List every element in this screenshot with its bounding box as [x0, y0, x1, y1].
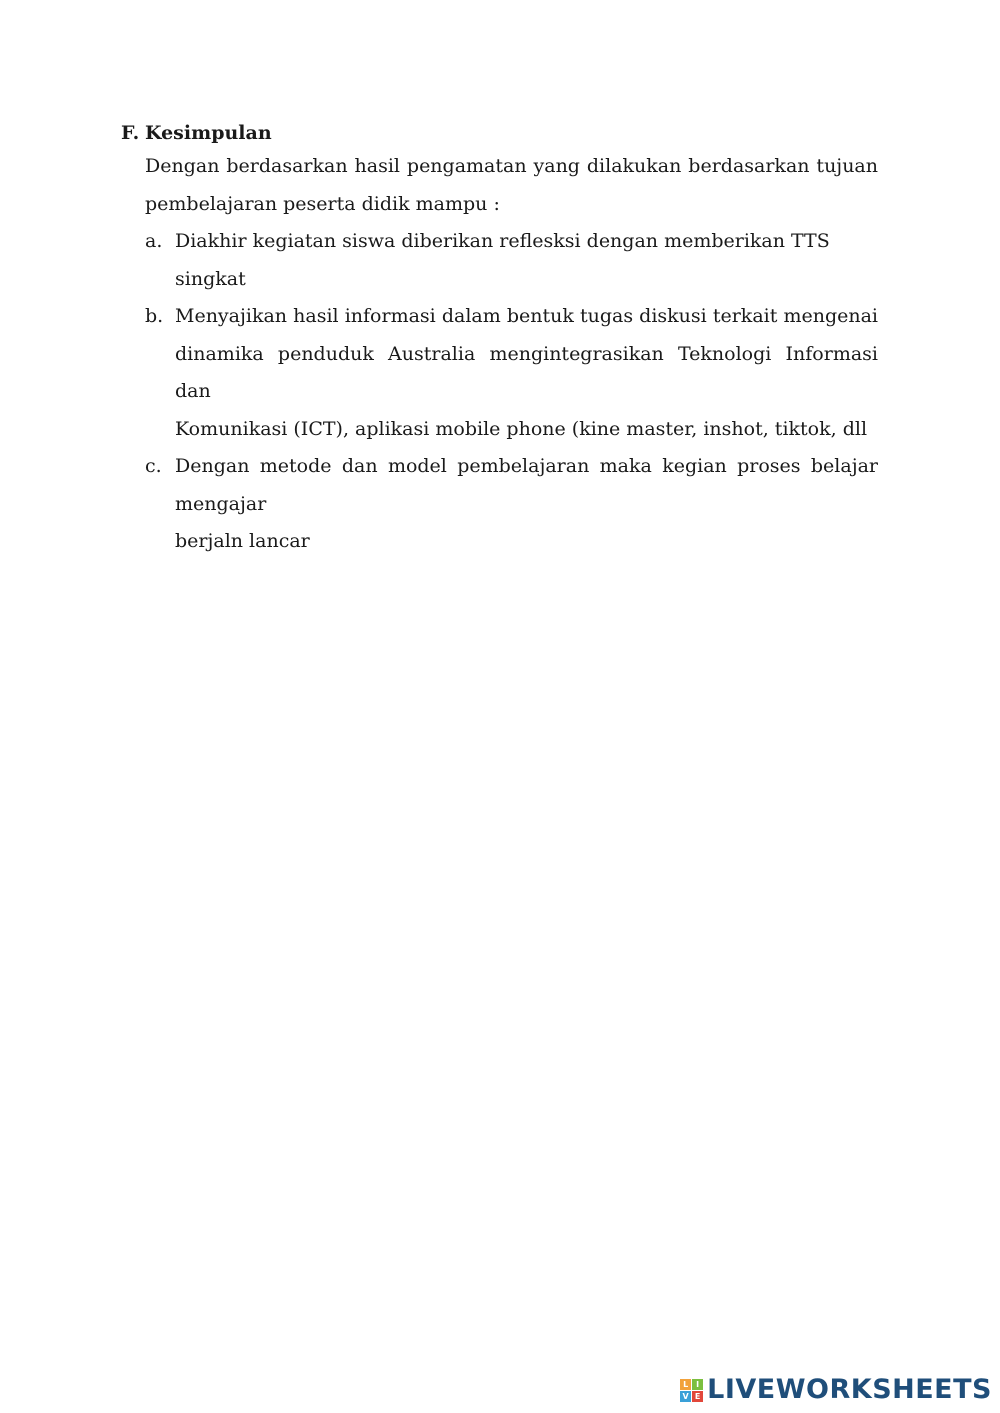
conclusion-list [145, 223, 878, 561]
list-item [145, 448, 878, 561]
conclusion-section [121, 118, 878, 561]
list-item-line: Menyajikan hasil informasi dalam bentuk tugas diskusi terkait mengenai [175, 305, 878, 327]
list-item-letter: a. [145, 230, 163, 252]
section-marker: F. [121, 122, 140, 144]
liveworksheets-logo [680, 1373, 992, 1407]
logo-cell: E [692, 1391, 703, 1402]
list-item-line: berjaln lancar [175, 530, 310, 552]
list-item-text [175, 448, 878, 561]
intro-paragraph [145, 148, 878, 223]
list-item-text [175, 223, 878, 298]
logo-text: LIVEWORKSHEETS [707, 1374, 992, 1405]
list-item-line: dinamika penduduk Australia mengintegrasikan Teknologi Informasi dan [175, 342, 878, 402]
list-item-line: Dengan metode dan model pembelajaran maka kegian proses belajar mengajar [175, 455, 878, 515]
list-item-letter: b. [145, 305, 164, 327]
logo-cell: V [680, 1391, 691, 1402]
section-title: Kesimpulan [145, 122, 272, 144]
intro-line: Dengan berdasarkan hasil pengamatan yang dilakukan berdasarkan tujuan [145, 155, 878, 177]
list-item-line: Diakhir kegiatan siswa diberikan reflesksi dengan memberikan TTS singkat [175, 230, 830, 290]
logo-cell: L [680, 1379, 691, 1390]
list-item [145, 298, 878, 448]
list-item-line: Komunikasi (ICT), aplikasi mobile phone (kine master, inshot, tiktok, dll [175, 417, 868, 440]
list-item [145, 223, 878, 298]
intro-line: pembelajaran peserta didik mampu : [145, 192, 500, 215]
logo-mark-icon [680, 1379, 703, 1402]
logo-cell: I [692, 1379, 703, 1390]
list-item-letter: c. [145, 455, 162, 477]
list-item-text [175, 298, 878, 448]
section-heading [121, 118, 878, 148]
